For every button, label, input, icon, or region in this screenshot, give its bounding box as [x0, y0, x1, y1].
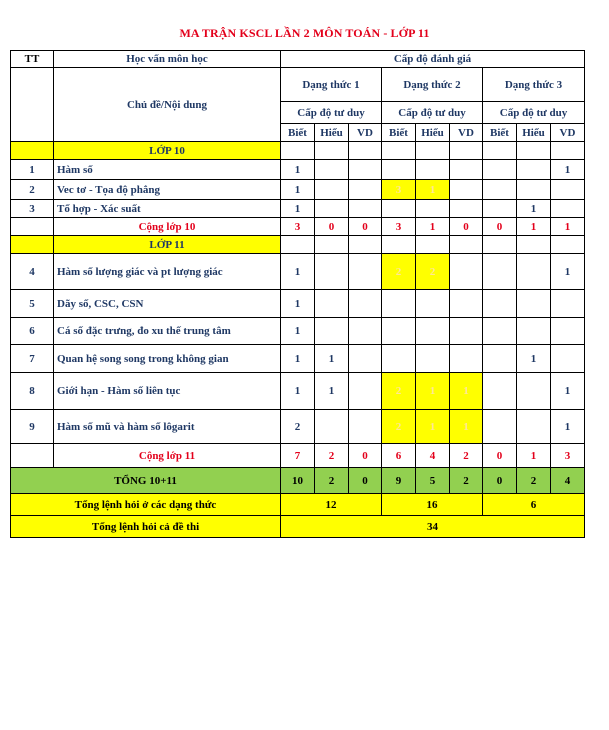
cell — [551, 345, 585, 373]
header-cap-do-tu-duy-2: Cấp độ tư duy — [382, 102, 483, 124]
highlighted-cell: 1 — [416, 373, 450, 410]
header-tt: TT — [11, 51, 54, 68]
row-tt: 5 — [11, 290, 54, 318]
cell — [416, 318, 450, 345]
exam-total-label: Tổng lệnh hỏi cả đề thi — [11, 516, 281, 538]
highlighted-cell: 1 — [416, 180, 450, 200]
grand-total-cell: 4 — [551, 468, 585, 494]
row-topic: Hàm số — [54, 160, 281, 180]
cell — [315, 290, 349, 318]
row-tt: 9 — [11, 410, 54, 444]
cell — [483, 160, 517, 180]
cell — [517, 180, 551, 200]
row-topic: Vec tơ - Tọa độ phẳng — [54, 180, 281, 200]
subtotal-cell: 4 — [416, 444, 450, 468]
highlighted-cell: 1 — [416, 410, 450, 444]
cell — [517, 373, 551, 410]
cell: 1 — [551, 160, 585, 180]
cell — [551, 200, 585, 218]
cell — [349, 200, 382, 218]
subtotal-cell: 1 — [416, 218, 450, 236]
row-tt: 6 — [11, 318, 54, 345]
cell — [315, 410, 349, 444]
cell — [416, 160, 450, 180]
cell — [450, 160, 483, 180]
row-tt: 3 — [11, 200, 54, 218]
level-header: Hiểu — [315, 124, 349, 142]
header-cap-do: Cấp độ đánh giá — [281, 51, 585, 68]
table-row — [11, 290, 585, 318]
level-header: Hiểu — [517, 124, 551, 142]
subtotal-cell: 1 — [517, 218, 551, 236]
assessment-matrix-table — [10, 50, 585, 538]
cell — [517, 410, 551, 444]
cell — [382, 290, 416, 318]
highlighted-cell: 2 — [382, 373, 416, 410]
subtotal-row-lop-11 — [11, 444, 585, 468]
subtotal-cell: 3 — [281, 218, 315, 236]
cell — [450, 200, 483, 218]
highlighted-cell: 1 — [450, 410, 483, 444]
header-dang-thuc-3: Dạng thức 3 — [483, 68, 585, 102]
row-topic: Dãy số, CSC, CSN — [54, 290, 281, 318]
cell: 1 — [281, 373, 315, 410]
row-tt: 2 — [11, 180, 54, 200]
subtotal-tt-cell — [11, 444, 54, 468]
row-topic: Hàm số mũ và hàm số lôgarit — [54, 410, 281, 444]
cell — [483, 180, 517, 200]
cell — [483, 410, 517, 444]
level-header: VD — [551, 124, 585, 142]
subtotal-cell: 0 — [450, 218, 483, 236]
cell: 1 — [551, 254, 585, 290]
subtotal-label: Cộng lớp 11 — [54, 444, 281, 468]
highlighted-cell: 3 — [382, 180, 416, 200]
cell: 1 — [551, 373, 585, 410]
subtotal-cell: 2 — [450, 444, 483, 468]
cell — [450, 254, 483, 290]
grand-total-label: TỔNG 10+11 — [11, 468, 281, 494]
cell — [315, 318, 349, 345]
cell: 1 — [517, 345, 551, 373]
cell: 2 — [281, 410, 315, 444]
row-topic: Tổ hợp - Xác suất — [54, 200, 281, 218]
cell — [349, 290, 382, 318]
subtotal-label: Cộng lớp 10 — [54, 218, 281, 236]
section-row-lop-10 — [11, 142, 585, 160]
cell: 1 — [281, 180, 315, 200]
cell — [551, 290, 585, 318]
cell — [349, 373, 382, 410]
row-topic: Quan hệ song song trong không gian — [54, 345, 281, 373]
cell — [315, 160, 349, 180]
cell — [349, 318, 382, 345]
level-header: VD — [349, 124, 382, 142]
cell — [416, 345, 450, 373]
cell: 1 — [315, 345, 349, 373]
cell — [551, 180, 585, 200]
cell — [483, 373, 517, 410]
row-topic: Hàm số lượng giác và pt lượng giác — [54, 254, 281, 290]
subtotal-cell: 0 — [349, 218, 382, 236]
header-dang-thuc-2: Dạng thức 2 — [382, 68, 483, 102]
grand-total-cell: 0 — [483, 468, 517, 494]
subtotal-cell: 2 — [315, 444, 349, 468]
highlighted-cell: 2 — [382, 254, 416, 290]
cell — [450, 318, 483, 345]
exam-total-row — [11, 516, 585, 538]
cell — [315, 200, 349, 218]
section-tt-cell — [11, 142, 54, 160]
row-topic: Giới hạn - Hàm số liên tục — [54, 373, 281, 410]
cell — [349, 160, 382, 180]
row-topic: Cá số đặc trưng, đo xu thế trung tâm — [54, 318, 281, 345]
highlighted-cell: 2 — [416, 254, 450, 290]
cell: 1 — [281, 290, 315, 318]
section-row-lop-11 — [11, 236, 585, 254]
table-row — [11, 345, 585, 373]
per-form-total-cell: 12 — [281, 494, 382, 516]
table-row — [11, 180, 585, 200]
subtotal-tt-cell — [11, 218, 54, 236]
header-chu-de: Chủ đề/Nội dung — [54, 68, 281, 142]
subtotal-cell: 0 — [349, 444, 382, 468]
grand-total-cell: 2 — [450, 468, 483, 494]
cell — [382, 160, 416, 180]
subtotal-cell: 6 — [382, 444, 416, 468]
cell — [382, 345, 416, 373]
cell — [517, 290, 551, 318]
subtotal-cell: 0 — [483, 218, 517, 236]
per-form-total-cell: 16 — [382, 494, 483, 516]
per-form-total-row — [11, 494, 585, 516]
level-header: VD — [450, 124, 483, 142]
row-tt: 8 — [11, 373, 54, 410]
cell — [551, 318, 585, 345]
table-row — [11, 410, 585, 444]
cell: 1 — [315, 373, 349, 410]
cell — [416, 200, 450, 218]
header-hoc-van: Học vấn môn học — [54, 51, 281, 68]
table-row — [11, 160, 585, 180]
cell — [382, 318, 416, 345]
subtotal-cell: 7 — [281, 444, 315, 468]
cell — [517, 160, 551, 180]
header-row-1 — [11, 51, 585, 68]
row-tt: 1 — [11, 160, 54, 180]
grand-total-cell: 10 — [281, 468, 315, 494]
subtotal-row-lop-10 — [11, 218, 585, 236]
cell — [349, 345, 382, 373]
cell: 1 — [281, 160, 315, 180]
subtotal-cell: 0 — [315, 218, 349, 236]
grand-total-cell: 2 — [517, 468, 551, 494]
cell — [450, 345, 483, 373]
header-row-2 — [11, 68, 585, 102]
cell — [450, 290, 483, 318]
cell — [483, 254, 517, 290]
highlighted-cell: 2 — [382, 410, 416, 444]
cell — [349, 180, 382, 200]
highlighted-cell: 1 — [450, 373, 483, 410]
cell: 1 — [281, 254, 315, 290]
cell: 1 — [551, 410, 585, 444]
exam-total-value: 34 — [281, 516, 585, 538]
section-tt-cell — [11, 236, 54, 254]
cell — [483, 290, 517, 318]
cell — [483, 318, 517, 345]
table-row — [11, 254, 585, 290]
table-row — [11, 373, 585, 410]
header-cap-do-tu-duy-1: Cấp độ tư duy — [281, 102, 382, 124]
per-form-total-label: Tổng lệnh hỏi ở các dạng thức — [11, 494, 281, 516]
per-form-total-cell: 6 — [483, 494, 585, 516]
subtotal-cell: 0 — [483, 444, 517, 468]
header-tt-blank — [11, 68, 54, 142]
cell — [382, 200, 416, 218]
level-header: Hiểu — [416, 124, 450, 142]
section-label: LỚP 11 — [54, 236, 281, 254]
subtotal-cell: 1 — [517, 444, 551, 468]
page-title: MA TRẬN KSCL LẦN 2 MÔN TOÁN - LỚP 11 — [179, 26, 430, 40]
grand-total-cell: 0 — [349, 468, 382, 494]
cell: 1 — [281, 345, 315, 373]
cell — [517, 254, 551, 290]
table-row — [11, 318, 585, 345]
section-label: LỚP 10 — [54, 142, 281, 160]
row-tt: 7 — [11, 345, 54, 373]
subtotal-cell: 3 — [551, 444, 585, 468]
cell: 1 — [281, 200, 315, 218]
cell: 1 — [517, 200, 551, 218]
grand-total-cell: 5 — [416, 468, 450, 494]
cell — [450, 180, 483, 200]
cell — [349, 254, 382, 290]
cell — [483, 200, 517, 218]
level-header: Biết — [281, 124, 315, 142]
cell — [315, 180, 349, 200]
header-cap-do-tu-duy-3: Cấp độ tư duy — [483, 102, 585, 124]
cell: 1 — [281, 318, 315, 345]
subtotal-cell: 1 — [551, 218, 585, 236]
header-dang-thuc-1: Dạng thức 1 — [281, 68, 382, 102]
level-header: Biết — [483, 124, 517, 142]
cell — [349, 410, 382, 444]
table-row — [11, 200, 585, 218]
grand-total-cell: 2 — [315, 468, 349, 494]
cell — [416, 290, 450, 318]
subtotal-cell: 3 — [382, 218, 416, 236]
grand-total-row — [11, 468, 585, 494]
level-header: Biết — [382, 124, 416, 142]
grand-total-cell: 9 — [382, 468, 416, 494]
cell — [483, 345, 517, 373]
cell — [315, 254, 349, 290]
row-tt: 4 — [11, 254, 54, 290]
cell — [517, 318, 551, 345]
